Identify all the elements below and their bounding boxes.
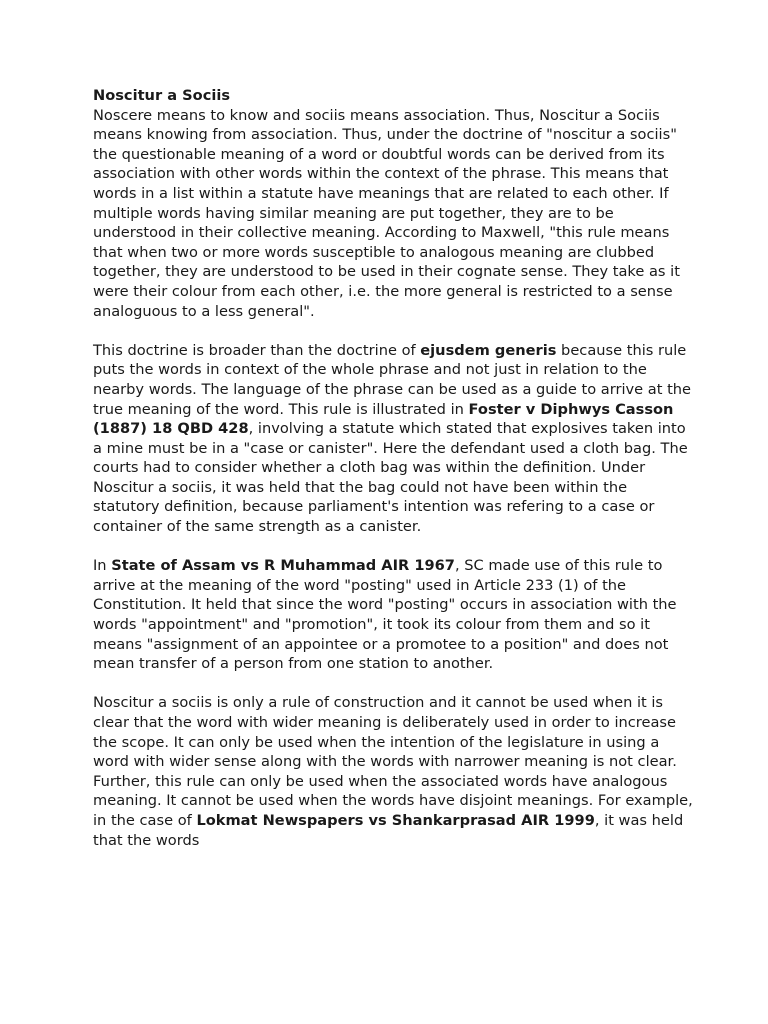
case-citation: Lokmat Newspapers vs Shankarprasad AIR 1999: [196, 811, 595, 829]
section-heading: Noscitur a Sociis: [93, 87, 231, 104]
paragraph-assam: [93, 556, 693, 674]
document-page: [93, 86, 693, 870]
paragraph-intro: [93, 86, 693, 321]
paragraph-ejusdem: [93, 341, 693, 537]
paragraph-construction: [93, 693, 693, 850]
case-citation: Foster v Diphwys Casson (1887) 18 QBD 428: [93, 400, 674, 438]
text-run: , SC made use of this rule to arrive at the meaning of the word "posting" used in Article 233 (1) of the Constitution. It held that since the word "posting" occurs in association with the words "appointment" and "promotion", it took its colour from them and so it means "assignment of an appointee or a promotee to a position" and does not mean transfer of a person from one station to another.: [93, 557, 677, 673]
text-run: Noscitur a sociis is only a rule of construction and it cannot be used when it is clear that the word with wider meaning is deliberately used in order to increase the scope. It can only be used when the intention of the legislature in using a word with wider sense along with the words with narrower meaning is not clear. Further, this rule can only be used when the associated words have analogous meaning. It cannot be used when the words have disjoint meanings. For example, in the case of: [93, 694, 693, 829]
text-run: In: [93, 557, 112, 575]
paragraph-text: Noscere means to know and sociis means association. Thus, Noscitur a Sociis means knowing from association. Thus, under the doctrine of "noscitur a sociis" the questionable meaning of a word or doubtful words can be derived from its association with other words within the context of the phrase. This means that words in a list within a statute have meanings that are related to each other. If multiple words having similar meaning are put together, they are to be understood in their collective meaning. According to Maxwell, "this rule means that when two or more words susceptible to analogous meaning are clubbed together, they are understood to be used in their cognate sense. They take as it were their colour from each other, i.e. the more general is restricted to a sense analoguous to a less general".: [93, 106, 680, 320]
text-run: This doctrine is broader than the doctrine of: [93, 341, 421, 359]
case-citation: State of Assam vs R Muhammad AIR 1967: [111, 557, 455, 575]
text-run: because this rule puts the words in context of the whole phrase and not just in relation to the nearby words. The language of the phrase can be used as a guide to arrive at the true meaning of the word. This rule is illustrated in: [93, 341, 692, 418]
text-run: , involving a statute which stated that explosives taken into a mine must be in a "case or canister". Here the defendant used a cloth bag. The courts had to consider whether a cloth bag was within the definition. Under Noscitur a sociis, it was held that the bag could not have been within the statutory definition, because parliament's intention was refering to a case or container of the same strength as a canister.: [93, 420, 688, 536]
bold-term: ejusdem generis: [420, 341, 557, 359]
text-run: , it was held that the words: [93, 811, 684, 849]
